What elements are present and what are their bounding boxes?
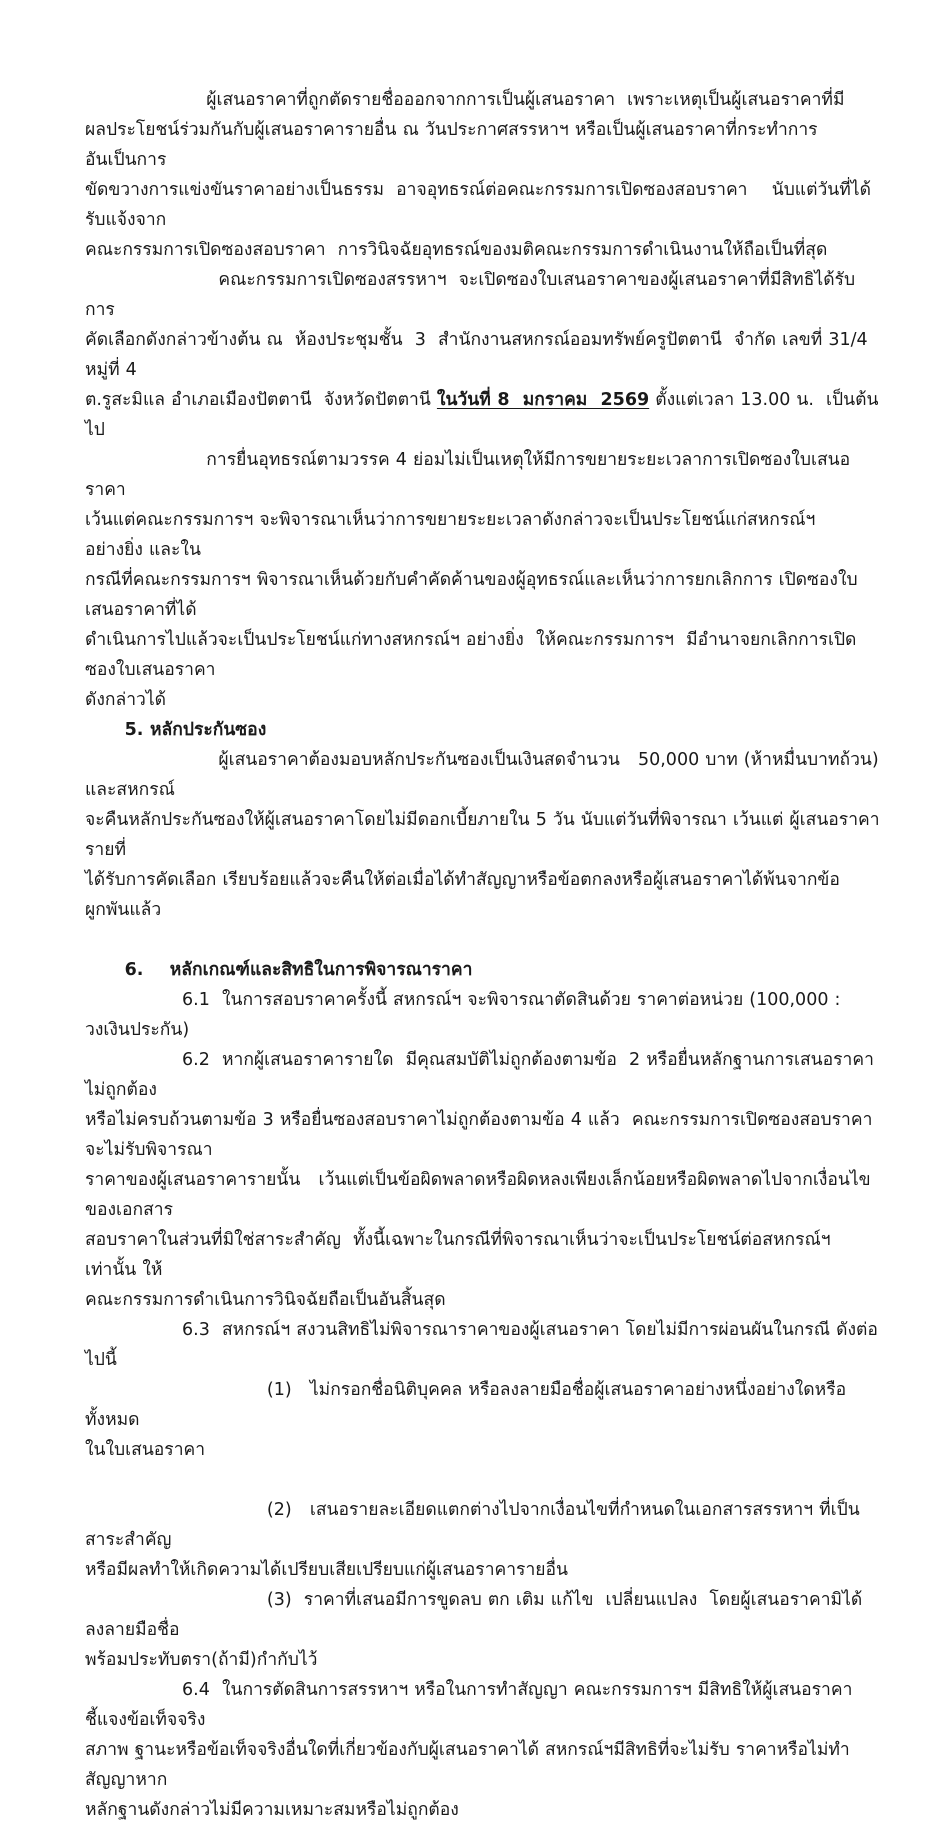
date-suffix-text: ตั้งแต่เวลา 13.00 น. เป็นต้นไป <box>85 390 879 440</box>
paragraph-line: การยื่นอุทธรณ์ตามวรรค 4 ย่อมไม่เป็นเหตุให้มีการขยายระยะเวลาการเปิดซองใบเสนอราคา <box>85 450 851 500</box>
paragraph-appeal-disqualified <box>85 85 880 265</box>
section-6 <box>85 955 880 1825</box>
item-6-4: 6.4 ในการตัดสินการสรรหาฯ หรือในการทำสัญญา คณะกรรมการฯ มีสิทธิให้ผู้เสนอราคาชี้แจงข้อเท็จจริง <box>85 1680 853 1730</box>
bid-opening-date: ในวันที่ 8 มกราคม 2569 <box>436 390 650 410</box>
item-6-1: 6.1 ในการสอบราคาครั้งนี้ สหกรณ์ฯ จะพิจารณาตัดสินด้วย ราคาต่อหน่วย (100,000 : วงเงินประกัน) <box>85 990 847 1040</box>
item-6-2-line: สอบราคาในส่วนที่มิใช่สาระสำคัญ ทั้งนี้เฉพาะในกรณีที่พิจารณาเห็นว่าจะเป็นประโยชน์ต่อสหกรณ์ฯ เท่านั้น ให้ <box>85 1230 837 1280</box>
section-5-heading: 5. หลักประกันซอง <box>85 720 267 740</box>
item-6-4-line: หลักฐานดังกล่าวไม่มีความเหมาะสมหรือไม่ถูกต้อง <box>85 1800 459 1820</box>
paragraph-line: คัดเลือกดังกล่าวข้างต้น ณ ห้องประชุมชั้น 3 สำนักงานสหกรณ์ออมทรัพย์ครูปัตตานี จำกัด เลขที่ 31/4 หมู่ที่ 4 <box>85 330 880 380</box>
item-6-3-sub-3: (3) ราคาที่เสนอมีการขูดลบ ตก เติม แก้ไข เปลี่ยนแปลง โดยผู้เสนอราคามิได้ ลงลายมือชื่อ <box>85 1590 869 1640</box>
item-6-3-sub-3-line: พร้อมประทับตรา(ถ้ามี)กำกับไว้ <box>85 1650 318 1670</box>
paragraph-line: ผู้เสนอราคาต้องมอบหลักประกันซองเป็นเงินสดจำนวน 50,000 บาท (ห้าหมื่นบาทถ้วน) และสหกรณ์ <box>85 750 885 800</box>
paragraph-line: ขัดขวางการแข่งขันราคาอย่างเป็นธรรม อาจอุทธรณ์ต่อคณะกรรมการเปิดซองสอบราคา นับแต่วันที่ได้รับแจ้งจาก <box>85 180 871 230</box>
paragraph-bid-opening-venue <box>85 265 880 445</box>
section-gap <box>85 925 880 955</box>
document-body <box>85 85 885 1825</box>
paragraph-line: จะคืนหลักประกันซองให้ผู้เสนอราคาโดยไม่มีดอกเบี้ยภายใน 5 วัน นับแต่วันที่พิจารณา เว้นแต่ ผู้เสนอราคารายที่ <box>85 810 880 860</box>
sub-item-gap <box>85 1465 880 1495</box>
paragraph-appeal-timeline <box>85 445 880 715</box>
paragraph-line: ดังกล่าวได้ <box>85 690 167 710</box>
section-5 <box>85 715 885 925</box>
date-prefix-text: ต.รูสะมิแล อำเภอเมืองปัตตานี จังหวัดปัตตานี <box>85 390 437 410</box>
item-6-3-sub-1: (1) ไม่กรอกชื่อนิติบุคคล หรือลงลายมือชื่อผู้เสนอราคาอย่างหนึ่งอย่างใดหรือทั้งหมด <box>85 1380 847 1430</box>
paragraph-line: ได้รับการคัดเลือก เรียบร้อยแล้วจะคืนให้ต่อเมื่อได้ทำสัญญาหรือข้อตกลงหรือผู้เสนอราคาได้พ้นจากข้อผูกพันแล้ว <box>85 870 840 920</box>
item-6-2-line: หรือไม่ครบถ้วนตามข้อ 3 หรือยื่นซองสอบราคาไม่ถูกต้องตามข้อ 4 แล้ว คณะกรรมการเปิดซองสอบราคาจะไม่รับพิจารณา <box>85 1110 873 1160</box>
item-6-3-sub-2-line: หรือมีผลทำให้เกิดความได้เปรียบเสียเปรียบแก่ผู้เสนอราคารายอื่น <box>85 1560 569 1580</box>
item-6-3: 6.3 สหกรณ์ฯ สงวนสิทธิไม่พิจารณาราคาของผู้เสนอราคา โดยไม่มีการผ่อนผันในกรณี ดังต่อไปนี้ <box>85 1320 878 1370</box>
item-6-2-line: ราคาของผู้เสนอราคารายนั้น เว้นแต่เป็นข้อผิดพลาดหรือผิดหลงเพียงเล็กน้อยหรือผิดพลาดไปจากเงื่อนไขของเอกสาร <box>85 1170 871 1220</box>
paragraph-line: ผลประโยชน์ร่วมกันกับผู้เสนอราคารายอื่น ณ วันประกาศสรรหาฯ หรือเป็นผู้เสนอราคาที่กระทำการ อันเป็นการ <box>85 120 867 170</box>
paragraph-line-with-date <box>85 385 880 445</box>
paragraph-line: คณะกรรมการเปิดซองสรรหาฯ จะเปิดซองใบเสนอราคาของผู้เสนอราคาที่มีสิทธิได้รับการ <box>85 270 856 320</box>
paragraph-line: เว้นแต่คณะกรรมการฯ จะพิจารณาเห็นว่าการขยายระยะเวลาดังกล่าวจะเป็นประโยชน์แก่สหกรณ์ฯ อย่างยิ่ง และใน <box>85 510 864 560</box>
paragraph-line: คณะกรรมการเปิดซองสอบราคา การวินิจฉัยอุทธรณ์ของมติคณะกรรมการดำเนินงานให้ถือเป็นที่สุด <box>85 240 828 260</box>
paragraph-line: ผู้เสนอราคาที่ถูกตัดรายชื่อออกจากการเป็นผู้เสนอราคา เพราะเหตุเป็นผู้เสนอราคาที่มี <box>85 90 845 110</box>
item-6-4-line: สภาพ ฐานะหรือข้อเท็จจริงอื่นใดที่เกี่ยวข้องกับผู้เสนอราคาได้ สหกรณ์ฯมีสิทธิที่จะไม่รับ ราคาหรือไม่ทำสัญญาหาก <box>85 1740 850 1790</box>
paragraph-line: กรณีที่คณะกรรมการฯ พิจารณาเห็นด้วยกับคำคัดค้านของผู้อุทธรณ์และเห็นว่าการยกเลิกการ เปิดซองใบเสนอราคาที่ได้ <box>85 570 858 620</box>
section-6-heading: 6. หลักเกณฑ์และสิทธิในการพิจารณาราคา <box>85 960 473 980</box>
item-6-3-sub-2: (2) เสนอรายละเอียดแตกต่างไปจากเงื่อนไขที่กำหนดในเอกสารสรรหาฯ ที่เป็นสาระสำคัญ <box>85 1500 860 1550</box>
paragraph-line: ดำเนินการไปแล้วจะเป็นประโยชน์แก่ทางสหกรณ์ฯ อย่างยิ่ง ให้คณะกรรมการฯ มีอำนาจยกเลิกการเปิดซองใบเสนอราคา <box>85 630 857 680</box>
item-6-2: 6.2 หากผู้เสนอราคารายใด มีคุณสมบัติไม่ถูกต้องตามข้อ 2 หรือยื่นหลักฐานการเสนอราคาไม่ถูกต้อง <box>85 1050 874 1100</box>
item-6-2-line: คณะกรรมการดำเนินการวินิจฉัยถือเป็นอันสิ้นสุด <box>85 1290 446 1310</box>
item-6-3-sub-1-line: ในใบเสนอราคา <box>85 1440 206 1460</box>
